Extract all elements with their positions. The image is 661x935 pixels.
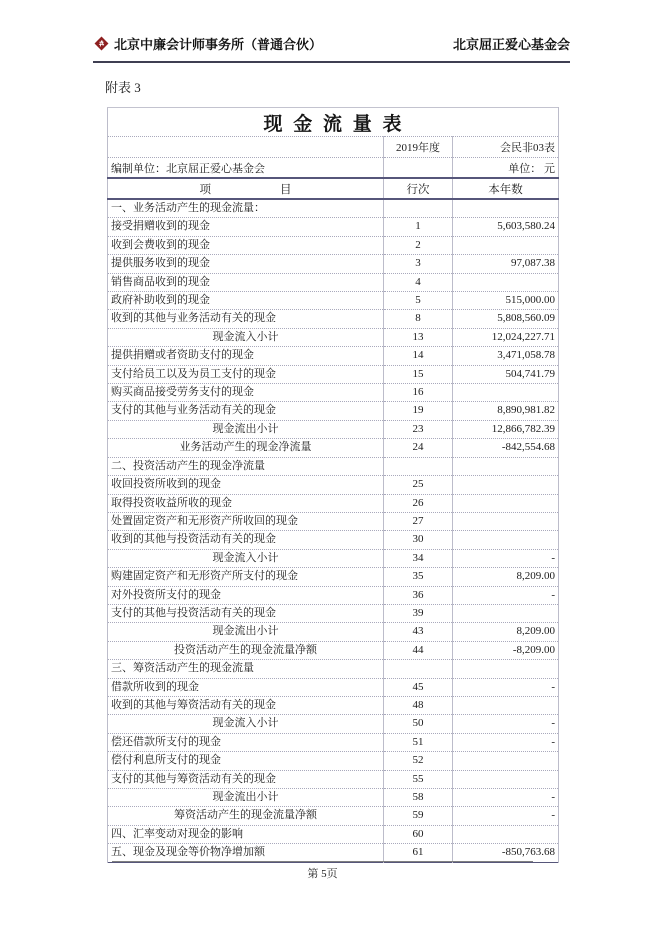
table-row	[108, 807, 559, 825]
table-row	[108, 402, 559, 420]
row-label: 销售商品收到的现金	[108, 273, 384, 291]
row-label: 取得投资收益所收的现金	[108, 494, 384, 512]
row-line-no: 2	[384, 236, 453, 254]
header-rule	[93, 61, 570, 63]
table-title: 现 金 流 量 表	[108, 108, 559, 137]
row-amount: -842,554.68	[453, 439, 559, 457]
row-amount	[453, 273, 559, 291]
row-line-no: 3	[384, 255, 453, 273]
row-amount: -	[453, 549, 559, 567]
row-line-no: 45	[384, 678, 453, 696]
row-amount: -	[453, 586, 559, 604]
row-amount	[453, 494, 559, 512]
row-label: 收到的其他与筹资活动有关的现金	[108, 696, 384, 714]
row-amount	[453, 236, 559, 254]
row-line-no: 8	[384, 310, 453, 328]
table-row	[108, 292, 559, 310]
row-line-no: 26	[384, 494, 453, 512]
row-amount: -8,209.00	[453, 641, 559, 659]
row-line-no: 14	[384, 347, 453, 365]
row-label: 接受捐赠收到的现金	[108, 218, 384, 236]
row-label: 投资活动产生的现金流量净额	[108, 641, 384, 659]
table-row	[108, 328, 559, 346]
row-amount	[453, 457, 559, 475]
row-label: 偿还借款所支付的现金	[108, 733, 384, 751]
row-amount	[453, 604, 559, 622]
row-line-no: 23	[384, 420, 453, 438]
row-line-no: 60	[384, 825, 453, 843]
table-row	[108, 660, 559, 678]
row-line-no: 50	[384, 715, 453, 733]
table-meta-row-1	[108, 137, 559, 158]
row-line-no: 39	[384, 604, 453, 622]
row-amount: -	[453, 715, 559, 733]
row-line-no: 25	[384, 476, 453, 494]
footer-rule	[112, 861, 533, 862]
row-label: 一、业务活动产生的现金流量：	[108, 199, 384, 218]
row-line-no: 30	[384, 531, 453, 549]
row-amount	[453, 825, 559, 843]
row-amount	[453, 512, 559, 530]
table-row	[108, 512, 559, 530]
row-line-no: 61	[384, 844, 453, 862]
table-meta-row-2	[108, 158, 559, 179]
firm-name: 北京中廉会计师事务所（普通合伙）	[114, 37, 323, 52]
row-label: 购买商品接受劳务支付的现金	[108, 384, 384, 402]
row-amount	[453, 660, 559, 678]
table-row	[108, 199, 559, 218]
row-amount: 8,890,981.82	[453, 402, 559, 420]
row-amount: 3,471,058.78	[453, 347, 559, 365]
row-label: 收到会费收到的现金	[108, 236, 384, 254]
table-title-row	[108, 108, 559, 137]
row-label: 业务活动产生的现金净流量	[108, 439, 384, 457]
row-line-no: 44	[384, 641, 453, 659]
row-line-no: 51	[384, 733, 453, 751]
table-row	[108, 365, 559, 383]
row-amount: 5,808,560.09	[453, 310, 559, 328]
row-label: 支付的其他与筹资活动有关的现金	[108, 770, 384, 788]
row-label: 四、汇率变动对现金的影响	[108, 825, 384, 843]
row-line-no: 24	[384, 439, 453, 457]
row-label: 购建固定资产和无形资产所支付的现金	[108, 568, 384, 586]
row-label: 提供服务收到的现金	[108, 255, 384, 273]
row-amount	[453, 476, 559, 494]
row-line-no: 36	[384, 586, 453, 604]
row-label: 收到的其他与业务活动有关的现金	[108, 310, 384, 328]
row-amount: 8,209.00	[453, 623, 559, 641]
row-line-no: 13	[384, 328, 453, 346]
table-row	[108, 476, 559, 494]
firm-header	[93, 34, 322, 53]
row-label: 现金流入小计	[108, 715, 384, 733]
row-label: 收到的其他与投资活动有关的现金	[108, 531, 384, 549]
row-line-no: 58	[384, 789, 453, 807]
row-line-no: 52	[384, 752, 453, 770]
row-amount: 8,209.00	[453, 568, 559, 586]
row-label: 现金流入小计	[108, 549, 384, 567]
row-line-no: 43	[384, 623, 453, 641]
table-row	[108, 733, 559, 751]
meta-empty	[108, 137, 384, 158]
table-row	[108, 678, 559, 696]
table-row	[108, 641, 559, 659]
row-line-no	[384, 457, 453, 475]
row-amount: 97,087.38	[453, 255, 559, 273]
row-label: 支付的其他与业务活动有关的现金	[108, 402, 384, 420]
row-line-no: 19	[384, 402, 453, 420]
unit-label: 单位： 元	[453, 158, 559, 179]
row-amount	[453, 770, 559, 788]
row-amount: 5,603,580.24	[453, 218, 559, 236]
row-line-no: 48	[384, 696, 453, 714]
table-row	[108, 549, 559, 567]
row-line-no	[384, 199, 453, 218]
table-row	[108, 439, 559, 457]
table-row	[108, 255, 559, 273]
row-line-no: 4	[384, 273, 453, 291]
row-amount: -	[453, 807, 559, 825]
row-line-no: 15	[384, 365, 453, 383]
cashflow-table	[107, 107, 559, 863]
row-amount	[453, 384, 559, 402]
table-row	[108, 568, 559, 586]
prepared-by: 编制单位：北京屈正爱心基金会	[108, 158, 384, 179]
row-label: 支付的其他与投资活动有关的现金	[108, 604, 384, 622]
row-label: 现金流出小计	[108, 623, 384, 641]
table-row	[108, 789, 559, 807]
report-period: 2019年度	[384, 137, 453, 158]
table-row	[108, 770, 559, 788]
table-row	[108, 623, 559, 641]
row-line-no: 35	[384, 568, 453, 586]
table-row	[108, 586, 559, 604]
table-row	[108, 310, 559, 328]
row-amount	[453, 199, 559, 218]
row-label: 借款所收到的现金	[108, 678, 384, 696]
table-row	[108, 494, 559, 512]
row-label: 提供捐赠或者资助支付的现金	[108, 347, 384, 365]
row-amount: -	[453, 678, 559, 696]
row-label: 现金流入小计	[108, 328, 384, 346]
row-amount: 12,024,227.71	[453, 328, 559, 346]
table-row	[108, 347, 559, 365]
table-row	[108, 752, 559, 770]
row-line-no: 34	[384, 549, 453, 567]
row-amount: -	[453, 733, 559, 751]
table-header-row	[108, 178, 559, 199]
table-row	[108, 218, 559, 236]
row-amount: 504,741.79	[453, 365, 559, 383]
row-amount	[453, 752, 559, 770]
row-label: 五、现金及现金等价物净增加额	[108, 844, 384, 862]
row-line-no	[384, 660, 453, 678]
row-line-no: 59	[384, 807, 453, 825]
row-label: 偿付利息所支付的现金	[108, 752, 384, 770]
table-row	[108, 384, 559, 402]
firm-logo-icon	[93, 35, 110, 52]
row-label: 收回投资所收到的现金	[108, 476, 384, 494]
running-header	[93, 34, 570, 53]
row-amount: 12,866,782.39	[453, 420, 559, 438]
table-row	[108, 273, 559, 291]
row-label: 政府补助收到的现金	[108, 292, 384, 310]
row-label: 支付给员工以及为员工支付的现金	[108, 365, 384, 383]
meta-empty	[384, 158, 453, 179]
row-amount: 515,000.00	[453, 292, 559, 310]
table-row	[108, 420, 559, 438]
table-row	[108, 715, 559, 733]
row-line-no: 5	[384, 292, 453, 310]
row-label: 筹资活动产生的现金流量净额	[108, 807, 384, 825]
row-amount: -	[453, 789, 559, 807]
page-number: 第 5页	[307, 868, 338, 880]
column-header-item: 项 目	[108, 178, 384, 199]
cashflow-body	[108, 108, 559, 863]
table-row	[108, 604, 559, 622]
form-code: 会民非03表	[453, 137, 559, 158]
row-label: 三、筹资活动产生的现金流量	[108, 660, 384, 678]
table-row	[108, 825, 559, 843]
row-line-no: 16	[384, 384, 453, 402]
row-amount: -850,763.68	[453, 844, 559, 862]
row-amount	[453, 531, 559, 549]
row-label: 处置固定资产和无形资产所收回的现金	[108, 512, 384, 530]
table-row	[108, 844, 559, 862]
row-line-no: 55	[384, 770, 453, 788]
row-line-no: 1	[384, 218, 453, 236]
table-row	[108, 531, 559, 549]
table-row	[108, 696, 559, 714]
row-amount	[453, 696, 559, 714]
appendix-label: 附表 3	[105, 80, 141, 95]
column-header-line-no: 行次	[384, 178, 453, 199]
client-name: 北京屈正爱心基金会	[452, 37, 570, 52]
row-line-no: 27	[384, 512, 453, 530]
row-label: 对外投资所支付的现金	[108, 586, 384, 604]
row-label: 现金流出小计	[108, 420, 384, 438]
row-label: 二、投资活动产生的现金净流量	[108, 457, 384, 475]
column-header-amount: 本年数	[453, 178, 559, 199]
table-row	[108, 236, 559, 254]
table-row	[108, 457, 559, 475]
row-label: 现金流出小计	[108, 789, 384, 807]
